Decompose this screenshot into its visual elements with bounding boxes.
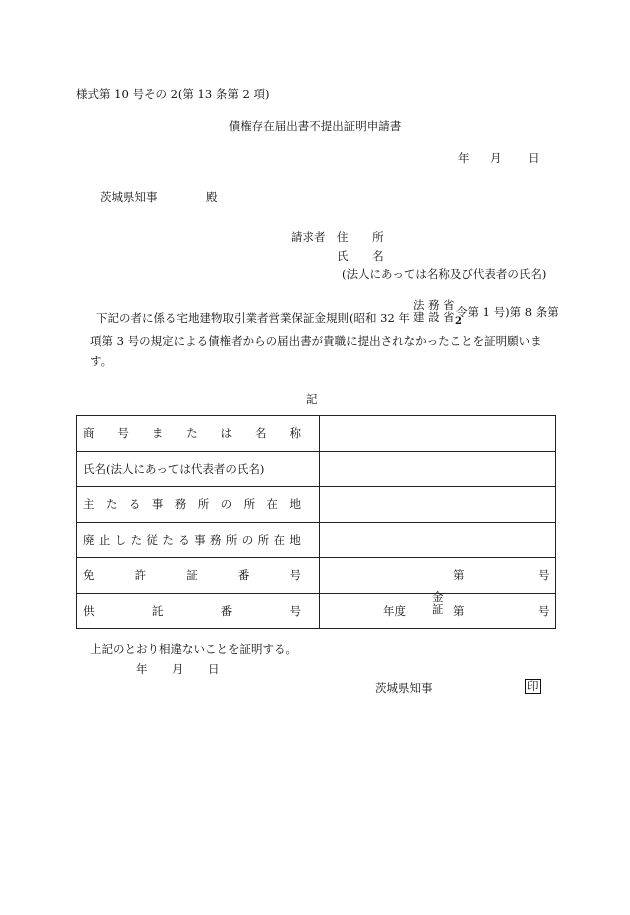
label-char: 証: [186, 568, 198, 583]
label-char: 在: [266, 497, 278, 512]
sub-number: 2: [455, 316, 462, 327]
sho-stack: [443, 299, 455, 323]
row-label: [77, 558, 320, 594]
label-char: の: [241, 532, 254, 547]
table-row: [77, 593, 556, 629]
row-value-field[interactable]: [320, 522, 556, 558]
date-day-label: 日: [528, 151, 540, 165]
label-char: 所: [243, 497, 256, 512]
requester-address-label: 住 所: [337, 230, 394, 244]
certify-statement: 上記のとおり相違ないことを証明する。: [90, 642, 297, 656]
label-char: 商: [83, 426, 95, 441]
table-row: [77, 416, 556, 452]
label-char: 務: [210, 532, 222, 547]
table-row: [77, 451, 556, 487]
seal-icon: 印: [527, 679, 539, 693]
ministry-stack: [413, 299, 441, 323]
requester-label: 請求者: [291, 230, 326, 244]
row-value-field[interactable]: [320, 451, 556, 487]
label-char: し: [114, 532, 127, 547]
sho-top: 省: [443, 298, 455, 312]
honorific: 殿: [206, 190, 218, 204]
sho-bottom: 省: [443, 310, 455, 324]
label-char: た: [130, 532, 143, 547]
body-line-1-start: 下記の者に係る宅地建物取引業者営業保証金規則(昭和 32 年: [96, 311, 410, 325]
ministry-bottom: 建 設: [413, 310, 440, 324]
label-char: 称: [289, 426, 301, 441]
label-char: 号: [117, 426, 129, 441]
label-char: 所: [225, 532, 238, 547]
label-char: 所: [197, 497, 210, 512]
label-char: の: [220, 497, 233, 512]
body-line-1-end: 令第 1 号)第 8 条第: [456, 305, 559, 319]
go-label: 号: [538, 568, 550, 583]
table-row: [77, 487, 556, 523]
date-year-label: 年: [458, 151, 470, 165]
label-char: 務: [174, 497, 187, 512]
addressee: 茨城県知事: [100, 190, 158, 204]
label-char: た: [162, 532, 174, 547]
cert-date-month: 月: [172, 662, 184, 676]
label-char: 名: [255, 426, 267, 441]
row-value-field[interactable]: [320, 416, 556, 452]
dai-label: 第: [453, 603, 465, 618]
label-char: 止: [98, 532, 111, 547]
label-char: 従: [146, 532, 158, 547]
ki-heading: 記: [306, 392, 318, 406]
label-char: 地: [289, 532, 301, 547]
ministry-top: 法 務: [413, 298, 440, 312]
row-label: [77, 522, 320, 558]
label-char: 番: [220, 603, 233, 618]
row-label: [77, 451, 320, 487]
date-month-label: 月: [490, 151, 502, 165]
row-label: [77, 593, 320, 629]
license-number-field[interactable]: [320, 558, 556, 594]
label-char: る: [178, 532, 190, 547]
label-char: る: [128, 497, 141, 512]
row-label: [77, 416, 320, 452]
label-char: ま: [151, 426, 164, 441]
go-label: 号: [538, 603, 550, 618]
label-char: 許: [134, 568, 147, 583]
label-text: 氏名(法人にあっては代表者の氏名): [83, 461, 265, 476]
table-row: [77, 522, 556, 558]
label-char: た: [186, 426, 198, 441]
label-char: 供: [83, 603, 95, 618]
label-char: 在: [273, 532, 285, 547]
label-char: 号: [289, 568, 301, 583]
label-char: 事: [194, 532, 206, 547]
label-char: 事: [151, 497, 164, 512]
requester-name-label: 氏 名: [337, 249, 394, 263]
cert-date-year: 年: [136, 662, 148, 676]
dai-label: 第: [453, 568, 465, 583]
table-row: [77, 558, 556, 594]
row-value-field[interactable]: [320, 487, 556, 523]
governor-signature: 茨城県知事: [375, 681, 433, 695]
label-char: は: [220, 426, 233, 441]
label-char: 廃: [83, 532, 95, 547]
label-char: 地: [289, 497, 301, 512]
requester-note: (法人にあっては名称及び代表者の氏名): [342, 267, 547, 281]
deposit-number-field[interactable]: [320, 589, 556, 629]
label-char: た: [105, 497, 118, 512]
sho-label: 証: [432, 601, 444, 616]
form-number: 様式第 10 号その 2(第 13 条第 2 項): [76, 87, 270, 101]
kin-sho-stack: [432, 591, 444, 615]
details-table: [76, 415, 556, 629]
label-char: 所: [257, 532, 270, 547]
label-char: 免: [83, 568, 95, 583]
nendo-label: 年度: [383, 603, 406, 618]
label-char: 号: [289, 603, 301, 618]
label-char: 主: [83, 497, 95, 512]
cert-date-day: 日: [208, 662, 220, 676]
kin-label: 金: [432, 589, 444, 604]
body-line-3: す。: [90, 354, 113, 368]
document-title: 債権存在届出書不提出証明申請書: [228, 119, 402, 133]
row-label: [77, 487, 320, 523]
body-line-2: 項第 3 号の規定による債権者からの届出書が貴職に提出されなかったことを証明願いま: [90, 334, 542, 348]
label-char: 番: [237, 568, 250, 583]
label-char: 託: [151, 603, 164, 618]
